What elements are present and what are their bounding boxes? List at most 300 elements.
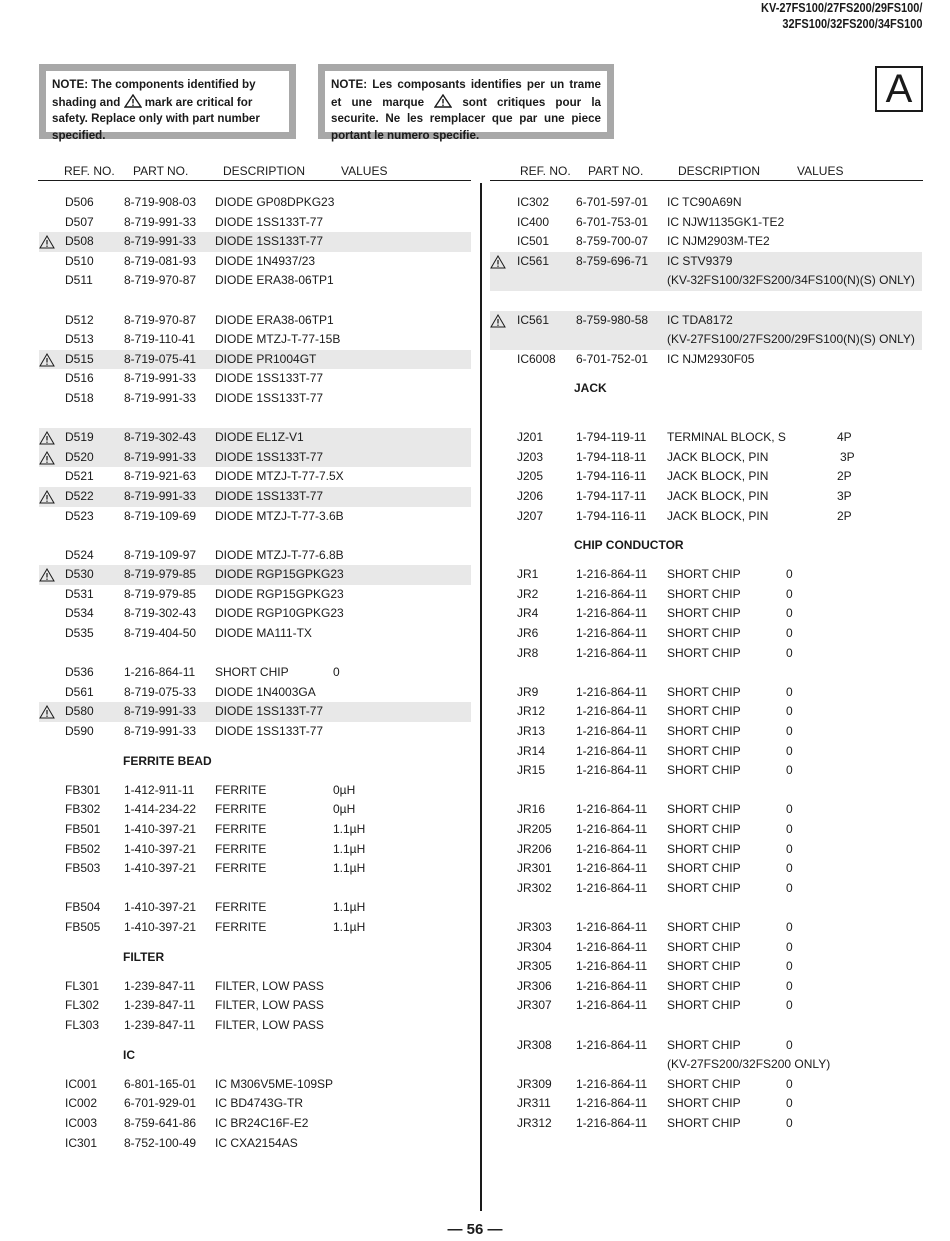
description: DIODE GP08DPKG23 (215, 195, 335, 209)
ref-no: D580 (65, 704, 94, 719)
part-no: 1-216-864-11 (576, 567, 648, 582)
part-no: 8-719-302-43 (124, 606, 197, 621)
part-no: 1-216-864-11 (576, 645, 648, 660)
description: SHORT CHIP (667, 567, 741, 582)
value: 0 (786, 1037, 793, 1052)
part-no: 1-216-864-11 (576, 724, 648, 739)
description: JACK BLOCK, PIN (667, 488, 769, 503)
ref-no: JR13 (517, 724, 546, 739)
ref-no: JR309 (517, 1076, 552, 1091)
description: SHORT CHIP (667, 841, 741, 856)
ref-no: IC6008 (517, 351, 556, 366)
ref-no: D531 (65, 586, 94, 601)
part-no: 1-216-864-11 (576, 704, 648, 719)
ref-no: D520 (65, 449, 94, 464)
header-description: DESCRIPTION (678, 164, 761, 178)
part-no: 1-794-119-11 (576, 430, 647, 445)
part-no: 8-719-991-33 (124, 449, 197, 464)
parts-row (39, 487, 471, 507)
ref-no: IC302 (517, 195, 550, 209)
part-no: 1-216-864-11 (576, 684, 648, 699)
part-no: 1-216-864-11 (576, 763, 648, 778)
parts-row (39, 232, 471, 252)
description: SHORT CHIP (667, 626, 741, 641)
part-no: 1-216-864-11 (576, 861, 648, 876)
value: 0µH (333, 802, 356, 817)
parts-row (490, 585, 922, 605)
ref-no: D534 (65, 606, 94, 621)
value: 0 (786, 724, 793, 739)
section-heading-text: IC (123, 1047, 135, 1062)
parts-row (39, 781, 471, 801)
part-no: 1-414-234-22 (124, 802, 197, 817)
row-spacer (490, 663, 922, 683)
description: FERRITE (215, 822, 267, 836)
row-spacer (490, 898, 922, 918)
value: 0 (786, 919, 793, 934)
description: SHORT CHIP (667, 939, 741, 954)
part-no: 1-216-864-11 (576, 1076, 648, 1091)
warning-triangle-icon (490, 255, 506, 269)
part-no: 1-216-864-11 (576, 841, 648, 856)
part-no: 8-719-991-33 (124, 488, 197, 503)
row-spacer (39, 879, 471, 899)
description: DIODE 1SS133T-77 (215, 371, 324, 386)
part-no: 8-719-991-33 (124, 234, 197, 249)
parts-row (39, 330, 471, 350)
ref-no: J206 (517, 488, 544, 503)
part-no: 8-719-921-63 (124, 469, 197, 484)
part-no: 8-719-991-33 (124, 371, 197, 386)
value: 0 (786, 1096, 793, 1111)
ref-no: D536 (65, 665, 94, 680)
ref-no: D521 (65, 469, 94, 484)
ref-no: JR4 (517, 606, 539, 621)
part-no: 8-719-109-97 (124, 547, 197, 562)
description: SHORT CHIP (667, 822, 741, 836)
page-number: — 56 — (447, 1221, 503, 1238)
ref-no: JR9 (517, 684, 539, 699)
parts-row (39, 918, 471, 938)
ref-no: IC561 (517, 312, 550, 327)
value: 0 (786, 998, 793, 1013)
parts-row (39, 996, 471, 1016)
parts-row (490, 350, 922, 370)
description: SHORT CHIP (667, 586, 741, 601)
description: DIODE 1N4003GA (215, 684, 316, 699)
value: 0 (333, 665, 340, 680)
description-note: (KV-32FS100/32FS200/34FS100(N)(S) ONLY) (667, 273, 915, 288)
description: FILTER, LOW PASS (215, 978, 324, 993)
description: IC NJM2930F05 (667, 351, 755, 366)
ref-no: JR15 (517, 763, 546, 778)
note-fr-text-before: NOTE: Les composants identifies per un trame et une marque (331, 78, 601, 109)
parts-row (39, 859, 471, 879)
part-no: 1-216-864-11 (576, 1096, 648, 1111)
description: IC TC90A69N (667, 195, 742, 209)
part-no: 1-239-847-11 (124, 978, 196, 993)
parts-row (39, 663, 471, 683)
ref-no: JR305 (517, 959, 552, 974)
value: 1.1µH (333, 861, 366, 876)
section-letter-box: A (875, 66, 923, 112)
part-no: 6-801-165-01 (124, 1076, 197, 1091)
description: SHORT CHIP (667, 1037, 741, 1052)
model-header (761, 0, 922, 32)
part-no: 8-719-991-33 (124, 704, 197, 719)
part-no: 1-216-864-11 (576, 626, 648, 641)
section-heading-text: FERRITE BEAD (123, 753, 212, 768)
part-no: 6-701-753-01 (576, 214, 649, 229)
value: 0µH (333, 782, 356, 797)
ref-no: JR2 (517, 586, 539, 601)
ref-no: JR1 (517, 567, 539, 582)
section-heading (490, 369, 922, 408)
part-no: 1-410-397-21 (124, 900, 197, 915)
model-header-line2: 32FS100/32FS200/34FS100 (781, 17, 922, 31)
description: DIODE 1SS133T-77 (215, 449, 324, 464)
description: JACK BLOCK, PIN (667, 449, 769, 464)
parts-row (39, 820, 471, 840)
parts-row (39, 840, 471, 860)
value: 1.1µH (333, 919, 366, 934)
column-divider (480, 183, 482, 1211)
description: JACK BLOCK, PIN (667, 469, 769, 484)
ref-no: D506 (65, 195, 94, 209)
column-header-right (490, 164, 923, 181)
header-description: DESCRIPTION (223, 164, 306, 178)
parts-row (490, 1075, 922, 1095)
part-no: 1-216-864-11 (576, 919, 648, 934)
parts-row (490, 193, 922, 213)
parts-row (39, 467, 471, 487)
row-spacer (39, 644, 471, 664)
ref-no: D515 (65, 351, 94, 366)
parts-row (39, 800, 471, 820)
ref-no: IC301 (65, 1135, 98, 1150)
description: DIODE 1SS133T-77 (215, 234, 324, 249)
parts-row (490, 722, 922, 742)
ref-no: D507 (65, 214, 94, 229)
ref-no: D524 (65, 547, 94, 562)
part-no: 8-759-700-07 (576, 234, 649, 249)
parts-row (490, 565, 922, 585)
parts-row (490, 213, 922, 233)
description: DIODE MTZJ-T-77-3.6B (215, 508, 344, 523)
parts-row (39, 702, 471, 722)
description: DIODE ERA38-06TP1 (215, 273, 334, 288)
parts-row (39, 585, 471, 605)
parts-row (39, 311, 471, 331)
note-en-text-before: NOTE: The components identified by shading and (52, 78, 256, 109)
description: SHORT CHIP (667, 645, 741, 660)
part-no: 8-759-696-71 (576, 253, 649, 268)
parts-row (39, 683, 471, 703)
description: IC STV9379 (667, 253, 733, 268)
value: 0 (786, 743, 793, 758)
ref-no: JR312 (517, 1115, 552, 1130)
description: SHORT CHIP (667, 1076, 741, 1091)
parts-row (39, 546, 471, 566)
description: IC TDA8172 (667, 312, 733, 327)
value: 3P (840, 449, 855, 464)
parts-row (39, 898, 471, 918)
parts-row (490, 644, 922, 664)
description: SHORT CHIP (667, 1096, 741, 1111)
description: FERRITE (215, 861, 267, 876)
description: DIODE RGP10GPKG23 (215, 606, 344, 621)
ref-no: JR8 (517, 645, 539, 660)
value: 0 (786, 978, 793, 993)
value: 1.1µH (333, 841, 366, 856)
part-no: 1-794-116-11 (576, 469, 647, 484)
parts-list-right (490, 193, 922, 1134)
part-no: 1-794-118-11 (576, 449, 647, 464)
ref-no: FL302 (65, 998, 100, 1013)
description: DIODE MTZJ-T-77-7.5X (215, 469, 344, 484)
parts-row (490, 624, 922, 644)
description: SHORT CHIP (667, 1115, 741, 1130)
ref-no: J207 (517, 508, 544, 523)
description: DIODE 1N4937/23 (215, 253, 316, 268)
part-no: 1-216-864-11 (576, 586, 648, 601)
description: IC CXA2154AS (215, 1135, 298, 1150)
part-no: 1-410-397-21 (124, 919, 197, 934)
description: DIODE RGP15GPKG23 (215, 586, 344, 601)
part-no: 1-216-864-11 (576, 606, 648, 621)
ref-no: D561 (65, 684, 94, 699)
ref-no: FB503 (65, 861, 101, 876)
section-heading (39, 742, 471, 781)
value: 2P (837, 469, 852, 484)
part-no: 1-216-864-11 (576, 822, 648, 836)
ref-no: JR304 (517, 939, 552, 954)
part-no: 1-216-864-11 (124, 665, 196, 680)
value: 0 (786, 880, 793, 895)
parts-row (39, 604, 471, 624)
parts-row (490, 428, 922, 448)
header-values: VALUES (797, 164, 844, 178)
value: 0 (786, 861, 793, 876)
ref-no: FB505 (65, 919, 101, 934)
ref-no: FL303 (65, 1017, 100, 1032)
header-ref-no: REF. NO. (64, 164, 115, 178)
header-ref-no: REF. NO. (520, 164, 571, 178)
description: DIODE RGP15GPKG23 (215, 567, 344, 582)
ref-no: JR301 (517, 861, 552, 876)
description: DIODE ERA38-06TP1 (215, 312, 334, 327)
parts-row (490, 938, 922, 958)
section-heading (39, 938, 471, 977)
part-no: 1-794-117-11 (576, 488, 647, 503)
part-no: 1-239-847-11 (124, 1017, 196, 1032)
value: 1.1µH (333, 822, 366, 836)
part-no: 8-719-979-85 (124, 586, 197, 601)
ref-no: IC003 (65, 1115, 98, 1130)
description: SHORT CHIP (667, 704, 741, 719)
value: 0 (786, 939, 793, 954)
parts-row (39, 428, 471, 448)
warning-triangle-icon (124, 94, 142, 108)
row-spacer (490, 409, 922, 429)
part-no: 1-239-847-11 (124, 998, 196, 1013)
description: DIODE 1SS133T-77 (215, 488, 324, 503)
warning-triangle-icon (39, 451, 55, 465)
parts-row (490, 683, 922, 703)
description: FERRITE (215, 919, 267, 934)
description: SHORT CHIP (667, 763, 741, 778)
warning-triangle-icon (39, 490, 55, 504)
parts-row (39, 350, 471, 370)
value: 0 (786, 704, 793, 719)
ref-no: D530 (65, 567, 94, 582)
value: 0 (786, 802, 793, 817)
parts-row (39, 252, 471, 272)
warning-triangle-icon (39, 705, 55, 719)
parts-row (39, 448, 471, 468)
parts-row (490, 1094, 922, 1114)
warning-triangle-icon (434, 94, 452, 108)
part-no: 1-410-397-21 (124, 841, 197, 856)
description: SHORT CHIP (667, 978, 741, 993)
parts-row (39, 271, 471, 291)
description: IC M306V5ME-109SP (215, 1076, 334, 1091)
description: SHORT CHIP (667, 998, 741, 1013)
ref-no: D516 (65, 371, 94, 386)
part-no: 6-701-597-01 (576, 195, 649, 209)
part-no: 1-216-864-11 (576, 939, 648, 954)
part-no: 8-719-991-33 (124, 724, 197, 739)
ref-no: JR302 (517, 880, 552, 895)
section-heading-text: JACK (574, 381, 607, 396)
part-no: 6-701-752-01 (576, 351, 649, 366)
description: SHORT CHIP (667, 861, 741, 876)
header-values: VALUES (341, 164, 388, 178)
ref-no: IC561 (517, 253, 550, 268)
description: IC BD4743G-TR (215, 1096, 304, 1111)
description: SHORT CHIP (667, 606, 741, 621)
parts-row (490, 800, 922, 820)
value: 0 (786, 763, 793, 778)
parts-row (39, 1134, 471, 1154)
ref-no: IC002 (65, 1096, 98, 1111)
part-no: 1-216-864-11 (576, 978, 648, 993)
safety-note-french (318, 64, 614, 142)
value: 2P (837, 508, 852, 523)
row-spacer (39, 409, 471, 429)
parts-row (490, 840, 922, 860)
value: 1.1µH (333, 900, 366, 915)
value: 0 (786, 645, 793, 660)
ref-no: J201 (517, 430, 544, 445)
description: FERRITE (215, 802, 267, 817)
parts-row (39, 565, 471, 585)
value: 0 (786, 586, 793, 601)
value: 0 (786, 1115, 793, 1130)
header-part-no: PART NO. (133, 164, 189, 178)
parts-row (490, 604, 922, 624)
parts-row (39, 624, 471, 644)
part-no: 8-719-075-33 (124, 684, 197, 699)
note-fr-text-after: sont critiques pour la securite. Ne les remplacer que par une piece portant le numero specifie. (331, 95, 601, 142)
parts-row (490, 467, 922, 487)
ref-no: D510 (65, 253, 94, 268)
description: DIODE PR1004GT (215, 351, 317, 366)
description: SHORT CHIP (667, 684, 741, 699)
value: 0 (786, 822, 793, 836)
warning-triangle-icon (39, 353, 55, 367)
section-heading (490, 526, 922, 565)
ref-no: JR303 (517, 919, 552, 934)
part-no: 6-701-929-01 (124, 1096, 197, 1111)
ref-no: FL301 (65, 978, 100, 993)
part-no: 8-719-075-41 (124, 351, 197, 366)
part-no: 1-216-864-11 (576, 959, 648, 974)
ref-no: IC501 (517, 234, 550, 249)
value: 0 (786, 1076, 793, 1091)
parts-row (39, 369, 471, 389)
ref-no: JR16 (517, 802, 546, 817)
ref-no: D535 (65, 626, 94, 641)
ref-no: J205 (517, 469, 544, 484)
description: SHORT CHIP (667, 802, 741, 817)
parts-row (490, 820, 922, 840)
part-no: 1-216-864-11 (576, 743, 648, 758)
section-heading-text: FILTER (123, 949, 165, 964)
part-no: 8-719-979-85 (124, 567, 197, 582)
parts-row (490, 1114, 922, 1134)
ref-no: FB501 (65, 822, 101, 836)
parts-list-left (39, 193, 471, 1153)
description: SHORT CHIP (667, 880, 741, 895)
parts-row (39, 213, 471, 233)
value: 4P (837, 430, 852, 445)
warning-triangle-icon (39, 431, 55, 445)
value: 0 (786, 959, 793, 974)
parts-row (490, 1036, 922, 1075)
parts-row (39, 722, 471, 742)
description: IC NJM2903M-TE2 (667, 234, 770, 249)
value: 0 (786, 684, 793, 699)
part-no: 8-752-100-49 (124, 1135, 197, 1150)
description: DIODE MTZJ-T-77-6.8B (215, 547, 344, 562)
column-header-left (38, 164, 471, 181)
parts-row (39, 507, 471, 527)
row-spacer (39, 291, 471, 311)
ref-no: D512 (65, 312, 94, 327)
parts-row (39, 389, 471, 409)
description: FERRITE (215, 900, 267, 915)
description: DIODE MTZJ-T-77-15B (215, 332, 341, 347)
description: IC NJW1135GK1-TE2 (667, 214, 785, 229)
description: DIODE 1SS133T-77 (215, 724, 324, 739)
part-no: 1-410-397-21 (124, 861, 197, 876)
row-spacer (39, 526, 471, 546)
parts-row (39, 193, 471, 213)
section-heading-text: CHIP CONDUCTOR (574, 538, 684, 553)
value: 0 (786, 626, 793, 641)
parts-row (490, 996, 922, 1016)
parts-row (490, 487, 922, 507)
part-no: 8-719-404-50 (124, 626, 197, 641)
parts-row (39, 1114, 471, 1134)
description-note: (KV-27FS100/27FS200/29FS100(N)(S) ONLY) (667, 332, 915, 347)
ref-no: JR308 (517, 1037, 552, 1052)
parts-row (490, 252, 922, 291)
part-no: 1-216-864-11 (576, 998, 648, 1013)
parts-row (490, 742, 922, 762)
ref-no: FB301 (65, 782, 101, 797)
